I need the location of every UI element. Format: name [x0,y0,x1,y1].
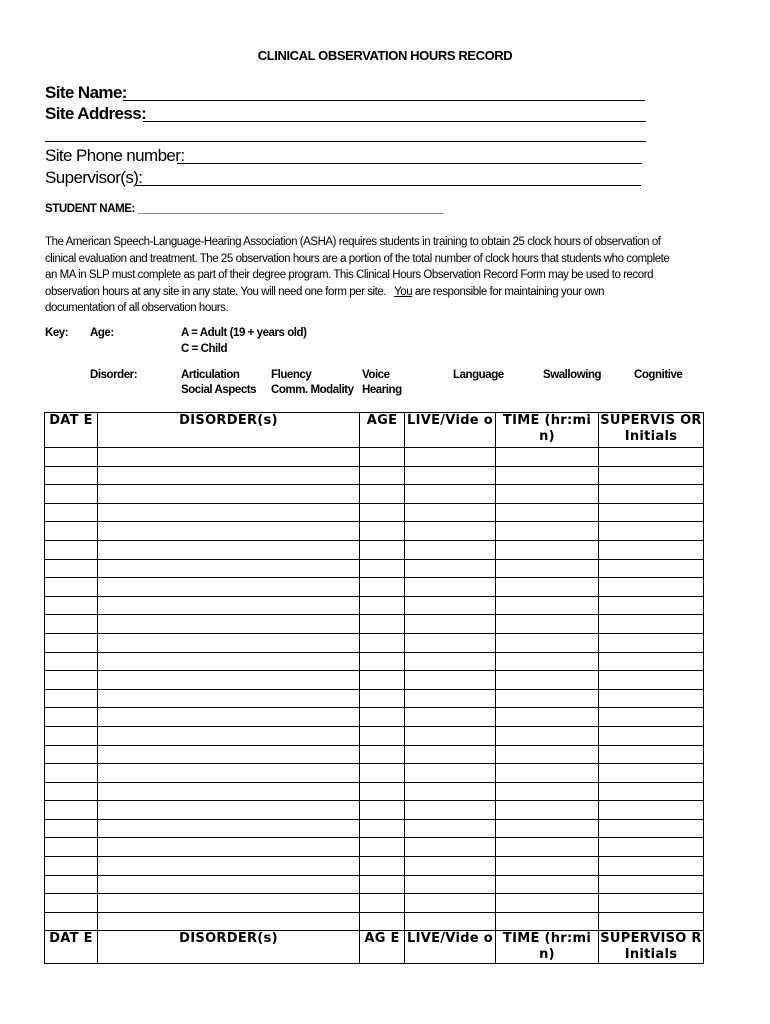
disorders-cell[interactable] [98,671,360,690]
site-phone-line[interactable] [177,148,642,164]
table-row [45,466,704,485]
disorders-cell[interactable] [98,838,360,857]
disorders-cell[interactable] [98,708,360,727]
disorders-cell[interactable] [98,485,360,504]
live-video-cell[interactable] [405,708,496,727]
disorders-cell[interactable] [98,540,360,559]
asha-requirements-paragraph [45,234,745,317]
supervisor-initials-cell[interactable] [599,503,704,522]
disorder-social-aspects: Social Aspects [181,384,257,396]
live-video-cell[interactable] [405,596,496,615]
age-adult-text: A = Adult (19 + years old) [181,327,307,339]
disorder-swallowing: Swallowing [543,369,602,381]
supervisor-initials-cell[interactable] [599,912,704,931]
table-row [45,448,704,467]
time-cell[interactable] [496,633,599,652]
disorders-cell[interactable] [98,578,360,597]
disorder-articulation: Articulation [181,369,240,381]
supervisor-initials-cell[interactable] [599,671,704,690]
supervisor-initials-cell[interactable] [599,708,704,727]
paragraph-line-3: an MA in SLP must complete as part of their degree program. This Clinical Hours Observation Record Form may be used to record [45,269,654,281]
date-cell[interactable] [45,894,98,913]
age-cell[interactable] [360,801,405,820]
disorders-cell[interactable] [98,726,360,745]
disorder-cognitive: Cognitive [634,369,683,381]
disorders-cell[interactable] [98,857,360,876]
header-live-video: LIVE/Vide o [405,413,496,448]
age-cell[interactable] [360,578,405,597]
age-cell[interactable] [360,615,405,634]
date-cell[interactable] [45,708,98,727]
table-row [45,522,704,541]
site-name-label: Site Name: [45,83,127,102]
date-cell[interactable] [45,596,98,615]
date-cell[interactable] [45,503,98,522]
table-row [45,782,704,801]
form-title: CLINICAL OBSERVATION HOURS RECORD [257,48,513,63]
observation-log-table [44,412,704,964]
disorder-voice: Voice [362,369,390,381]
site-address-line[interactable] [143,106,646,122]
live-video-cell[interactable] [405,540,496,559]
time-cell[interactable] [496,745,599,764]
table-row [45,671,704,690]
paragraph-line-5: documentation of all observation hours. [45,302,229,314]
live-video-cell[interactable] [405,819,496,838]
date-cell[interactable] [45,745,98,764]
age-cell[interactable] [360,596,405,615]
age-cell[interactable] [360,522,405,541]
supervisor-initials-cell[interactable] [599,615,704,634]
disorder-label: Disorder: [90,369,138,381]
site-address-label: Site Address: [45,104,147,123]
live-video-cell[interactable] [405,578,496,597]
footer-supervisor-initials: SUPERVISO R Initials [600,931,702,963]
time-cell[interactable] [496,522,599,541]
date-cell[interactable] [45,764,98,783]
date-cell[interactable] [45,689,98,708]
date-cell[interactable] [45,782,98,801]
age-cell[interactable] [360,671,405,690]
age-cell[interactable] [360,726,405,745]
time-cell[interactable] [496,912,599,931]
table-row [45,689,704,708]
footer-live-video: LIVE/Vide o [405,931,496,964]
date-cell[interactable] [45,652,98,671]
live-video-cell[interactable] [405,633,496,652]
disorders-cell[interactable] [98,596,360,615]
table-row [45,838,704,857]
live-video-cell[interactable] [405,875,496,894]
age-cell[interactable] [360,708,405,727]
time-cell[interactable] [496,819,599,838]
table-row [45,875,704,894]
supervisor-initials-cell[interactable] [599,578,704,597]
site-address-line-2[interactable] [45,127,646,142]
supervisor-initials-cell[interactable] [599,894,704,913]
header-supervisor-initials: SUPERVIS OR Initials [599,413,704,448]
disorders-cell[interactable] [98,819,360,838]
student-name-field[interactable]: STUDENT NAME: ___________________________________________________ [45,203,444,215]
supervisor-initials-cell[interactable] [599,652,704,671]
supervisor-initials-cell[interactable] [599,726,704,745]
table-row [45,540,704,559]
live-video-cell[interactable] [405,503,496,522]
date-cell[interactable] [45,522,98,541]
age-cell[interactable] [360,764,405,783]
disorder-comm-modality: Comm. Modality [271,384,354,396]
age-cell[interactable] [360,782,405,801]
supervisor-initials-cell[interactable] [599,875,704,894]
disorders-cell[interactable] [98,559,360,578]
live-video-cell[interactable] [405,448,496,467]
supervisor-initials-cell[interactable] [599,633,704,652]
table-header-row [45,413,704,448]
date-cell[interactable] [45,485,98,504]
live-video-cell[interactable] [405,522,496,541]
date-cell[interactable] [45,540,98,559]
footer-age: AG E [360,931,405,964]
date-cell[interactable] [45,801,98,820]
time-cell[interactable] [496,615,599,634]
disorder-fluency: Fluency [271,369,312,381]
table-row [45,503,704,522]
supervisor-initials-cell[interactable] [599,466,704,485]
live-video-cell[interactable] [405,726,496,745]
table-row [45,857,704,876]
supervisor-initials-cell[interactable] [599,857,704,876]
date-cell[interactable] [45,857,98,876]
paragraph-line-4-start: observation hours at any site in any state. You will need one form per site. [45,285,387,298]
age-cell[interactable] [360,894,405,913]
key-label: Key: [45,327,69,339]
live-video-cell[interactable] [405,764,496,783]
age-cell[interactable] [360,689,405,708]
supervisor-initials-cell[interactable] [599,838,704,857]
supervisor-initials-cell[interactable] [599,540,704,559]
age-cell[interactable] [360,466,405,485]
table-row [45,596,704,615]
time-cell[interactable] [496,503,599,522]
live-video-cell[interactable] [405,559,496,578]
date-cell[interactable] [45,615,98,634]
live-video-cell[interactable] [405,689,496,708]
time-cell[interactable] [496,596,599,615]
supervisors-label: Supervisor(s): [45,168,143,187]
date-cell[interactable] [45,912,98,931]
disorders-cell[interactable] [98,503,360,522]
time-cell[interactable] [496,801,599,820]
disorders-cell[interactable] [98,745,360,764]
table-row [45,726,704,745]
date-cell[interactable] [45,671,98,690]
time-cell[interactable] [496,857,599,876]
supervisor-initials-cell[interactable] [599,689,704,708]
footer-disorders: DISORDER(s) [98,931,360,964]
age-cell[interactable] [360,485,405,504]
site-name-line[interactable] [123,85,645,101]
age-cell[interactable] [360,819,405,838]
time-cell[interactable] [496,559,599,578]
supervisor-initials-cell[interactable] [599,485,704,504]
live-video-cell[interactable] [405,801,496,820]
supervisor-initials-cell[interactable] [599,764,704,783]
age-label: Age: [90,327,114,339]
age-cell[interactable] [360,503,405,522]
disorders-cell[interactable] [98,801,360,820]
time-cell[interactable] [496,875,599,894]
disorders-cell[interactable] [98,894,360,913]
time-cell[interactable] [496,448,599,467]
live-video-cell[interactable] [405,671,496,690]
supervisor-initials-cell[interactable] [599,745,704,764]
disorders-cell[interactable] [98,466,360,485]
date-cell[interactable] [45,819,98,838]
date-cell[interactable] [45,466,98,485]
header-age: AGE [360,413,405,448]
date-cell[interactable] [45,726,98,745]
disorder-language: Language [453,369,504,381]
disorders-cell[interactable] [98,633,360,652]
footer-date: DAT E [45,931,98,964]
live-video-cell[interactable] [405,912,496,931]
time-cell[interactable] [496,708,599,727]
time-cell[interactable] [496,652,599,671]
table-row [45,485,704,504]
disorders-cell[interactable] [98,689,360,708]
disorders-cell[interactable] [98,912,360,931]
time-cell[interactable] [496,485,599,504]
paragraph-you-underlined: You [394,285,413,298]
paragraph-line-4 [45,284,745,301]
time-cell[interactable] [496,578,599,597]
supervisors-line[interactable] [136,170,641,186]
time-cell[interactable] [496,764,599,783]
table-row [45,894,704,913]
age-cell[interactable] [360,540,405,559]
live-video-cell[interactable] [405,615,496,634]
age-cell[interactable] [360,448,405,467]
time-cell[interactable] [496,782,599,801]
supervisor-initials-cell[interactable] [599,801,704,820]
supervisor-initials-cell[interactable] [599,596,704,615]
live-video-cell[interactable] [405,894,496,913]
age-cell[interactable] [360,652,405,671]
table-footer-row [45,931,704,964]
disorders-cell[interactable] [98,522,360,541]
table-row [45,708,704,727]
table-row [45,578,704,597]
table-row [45,633,704,652]
table-row [45,559,704,578]
age-cell[interactable] [360,875,405,894]
table-row [45,652,704,671]
date-cell[interactable] [45,559,98,578]
date-cell[interactable] [45,578,98,597]
age-cell[interactable] [360,633,405,652]
disorder-hearing: Hearing [362,384,402,396]
table-body [45,448,704,931]
disorders-cell[interactable] [98,764,360,783]
time-cell[interactable] [496,726,599,745]
header-time: TIME (hr:min) [496,413,599,448]
time-cell[interactable] [496,894,599,913]
disorders-cell[interactable] [98,875,360,894]
live-video-cell[interactable] [405,782,496,801]
site-phone-label: Site Phone number: [45,146,185,165]
disorders-cell[interactable] [98,615,360,634]
supervisor-initials-cell[interactable] [599,522,704,541]
date-cell[interactable] [45,633,98,652]
time-cell[interactable] [496,671,599,690]
live-video-cell[interactable] [405,466,496,485]
header-disorders: DISORDER(s) [98,413,360,448]
age-cell[interactable] [360,745,405,764]
table-row [45,764,704,783]
age-cell[interactable] [360,857,405,876]
disorders-cell[interactable] [98,448,360,467]
footer-time: TIME (hr:min) [496,931,599,964]
header-date: DAT E [45,413,98,448]
supervisor-initials-cell[interactable] [599,819,704,838]
table-row [45,615,704,634]
live-video-cell[interactable] [405,652,496,671]
disorders-cell[interactable] [98,652,360,671]
paragraph-line-1: The American Speech-Language-Hearing Association (ASHA) requires students in training to obtain 25 clock hours of observation of [45,236,661,248]
disorders-cell[interactable] [98,782,360,801]
paragraph-line-4-end: are responsible for maintaining your own [414,285,605,298]
table-row [45,801,704,820]
supervisor-initials-cell[interactable] [599,559,704,578]
time-cell[interactable] [496,540,599,559]
date-cell[interactable] [45,838,98,857]
time-cell[interactable] [496,466,599,485]
supervisor-initials-cell[interactable] [599,448,704,467]
time-cell[interactable] [496,689,599,708]
age-cell[interactable] [360,838,405,857]
date-cell[interactable] [45,875,98,894]
table-row [45,912,704,931]
age-cell[interactable] [360,912,405,931]
age-cell[interactable] [360,559,405,578]
live-video-cell[interactable] [405,745,496,764]
table-row [45,819,704,838]
time-cell[interactable] [496,838,599,857]
live-video-cell[interactable] [405,485,496,504]
supervisor-initials-cell[interactable] [599,782,704,801]
live-video-cell[interactable] [405,838,496,857]
live-video-cell[interactable] [405,857,496,876]
paragraph-line-2: clinical evaluation and treatment. The 25 observation hours are a portion of the total number of clock hours that students who complete [45,252,670,265]
date-cell[interactable] [45,448,98,467]
table-row [45,745,704,764]
age-child-text: C = Child [181,343,228,355]
